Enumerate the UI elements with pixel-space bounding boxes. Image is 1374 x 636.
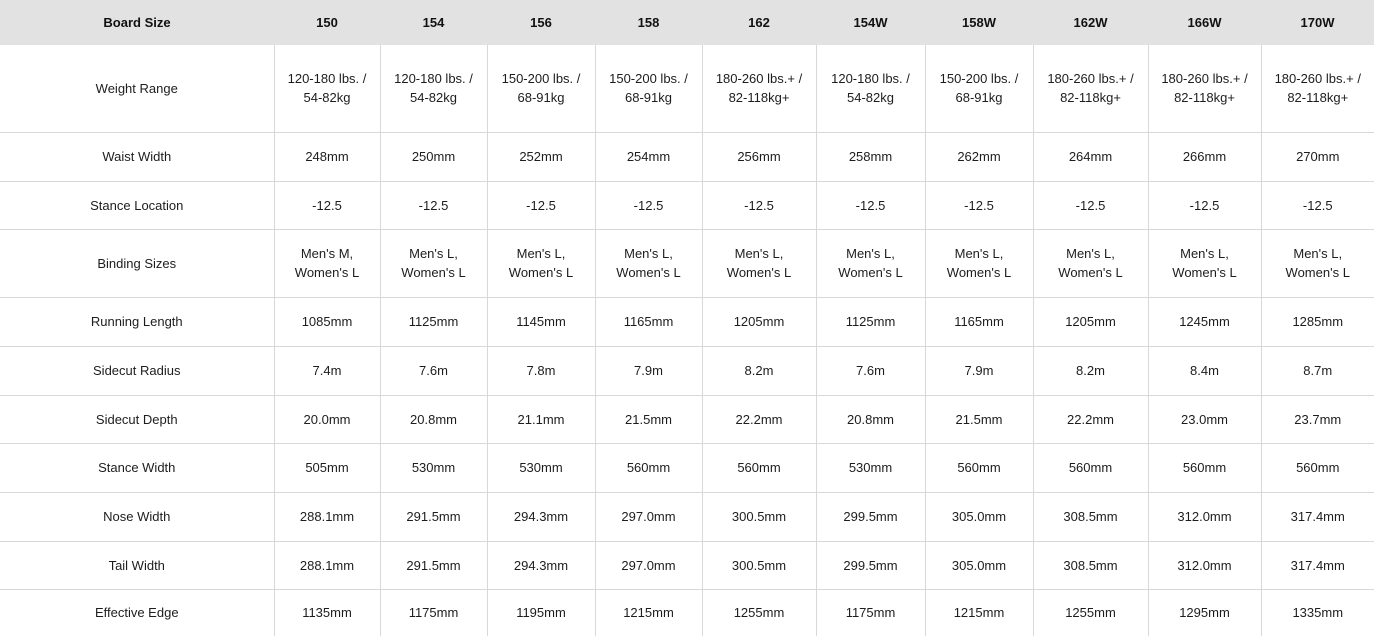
spec-cell: 258mm	[816, 132, 925, 181]
spec-cell: 317.4mm	[1261, 492, 1374, 541]
table-body	[0, 45, 1374, 636]
spec-cell: -12.5	[702, 181, 816, 229]
spec-cell: 270mm	[1261, 132, 1374, 181]
spec-cell: 308.5mm	[1033, 541, 1148, 589]
spec-cell: Men's L, Women's L	[925, 229, 1033, 297]
spec-cell: Men's L, Women's L	[487, 229, 595, 297]
size-column-header: 166W	[1187, 15, 1222, 30]
spec-cell: 1245mm	[1148, 297, 1261, 346]
spec-cell: 1215mm	[925, 589, 1033, 636]
spec-cell: 23.7mm	[1261, 395, 1374, 443]
spec-cell: 1215mm	[595, 589, 702, 636]
spec-cell: 254mm	[595, 132, 702, 181]
size-column-header: 154	[422, 15, 445, 30]
spec-cell: Men's L, Women's L	[1033, 229, 1148, 297]
spec-cell: 505mm	[274, 443, 380, 492]
spec-cell: 560mm	[1148, 443, 1261, 492]
spec-cell: 8.4m	[1148, 346, 1261, 395]
size-column-header: 150	[316, 15, 338, 30]
spec-cell: 300.5mm	[702, 541, 816, 589]
spec-cell: 180-260 lbs.+ / 82-118kg+	[702, 45, 816, 132]
spec-row-label: Weight Range	[0, 45, 274, 132]
size-column-header: 158	[637, 15, 660, 30]
spec-cell: 560mm	[1261, 443, 1374, 492]
spec-cell: 1175mm	[816, 589, 925, 636]
spec-row	[0, 181, 1374, 229]
spec-cell: 180-260 lbs.+ / 82-118kg+	[1033, 45, 1148, 132]
spec-cell: 23.0mm	[1148, 395, 1261, 443]
spec-cell: 120-180 lbs. / 54-82kg	[380, 45, 487, 132]
spec-cell: 20.8mm	[380, 395, 487, 443]
spec-cell: -12.5	[1033, 181, 1148, 229]
spec-cell: 1285mm	[1261, 297, 1374, 346]
spec-cell: 560mm	[595, 443, 702, 492]
spec-cell: 1165mm	[595, 297, 702, 346]
spec-row-label: Binding Sizes	[0, 229, 274, 297]
spec-row	[0, 132, 1374, 181]
spec-row	[0, 45, 1374, 132]
spec-row	[0, 229, 1374, 297]
spec-cell: 1255mm	[702, 589, 816, 636]
spec-row	[0, 443, 1374, 492]
spec-row-label: Stance Width	[0, 443, 274, 492]
spec-cell: 308.5mm	[1033, 492, 1148, 541]
spec-cell: 7.9m	[925, 346, 1033, 395]
spec-cell: 305.0mm	[925, 492, 1033, 541]
spec-row	[0, 589, 1374, 636]
spec-cell: 299.5mm	[816, 492, 925, 541]
spec-cell: 530mm	[816, 443, 925, 492]
spec-cell: 7.6m	[380, 346, 487, 395]
spec-cell: 288.1mm	[274, 492, 380, 541]
spec-cell: 248mm	[274, 132, 380, 181]
spec-row-label: Tail Width	[0, 541, 274, 589]
spec-cell: 288.1mm	[274, 541, 380, 589]
spec-cell: 312.0mm	[1148, 541, 1261, 589]
spec-cell: -12.5	[816, 181, 925, 229]
spec-cell: 8.2m	[702, 346, 816, 395]
spec-cell: -12.5	[274, 181, 380, 229]
spec-cell: Men's L, Women's L	[702, 229, 816, 297]
spec-cell: 1255mm	[1033, 589, 1148, 636]
spec-cell: 1135mm	[274, 589, 380, 636]
spec-row	[0, 297, 1374, 346]
spec-cell: 300.5mm	[702, 492, 816, 541]
spec-cell: 7.6m	[816, 346, 925, 395]
spec-cell: 299.5mm	[816, 541, 925, 589]
size-column-header: 162	[748, 15, 770, 30]
spec-row-label: Running Length	[0, 297, 274, 346]
spec-cell: 1205mm	[1033, 297, 1148, 346]
spec-cell: 21.1mm	[487, 395, 595, 443]
spec-cell: -12.5	[1148, 181, 1261, 229]
spec-cell: 252mm	[487, 132, 595, 181]
header-row	[0, 0, 1374, 45]
spec-cell: Men's L, Women's L	[380, 229, 487, 297]
spec-cell: Men's L, Women's L	[816, 229, 925, 297]
spec-cell: 560mm	[925, 443, 1033, 492]
spec-cell: 150-200 lbs. / 68-91kg	[925, 45, 1033, 132]
spec-cell: 1125mm	[816, 297, 925, 346]
table-header	[0, 0, 1374, 45]
spec-cell: 560mm	[1033, 443, 1148, 492]
spec-cell: Men's L, Women's L	[1261, 229, 1374, 297]
spec-row-label: Effective Edge	[94, 605, 179, 621]
spec-cell: 7.9m	[595, 346, 702, 395]
spec-cell: 560mm	[702, 443, 816, 492]
spec-row	[0, 492, 1374, 541]
spec-cell: 120-180 lbs. / 54-82kg	[816, 45, 925, 132]
spec-row-label: Nose Width	[0, 492, 274, 541]
spec-cell: Men's L, Women's L	[595, 229, 702, 297]
spec-cell: 7.4m	[274, 346, 380, 395]
spec-cell: 150-200 lbs. / 68-91kg	[487, 45, 595, 132]
spec-cell: 20.8mm	[816, 395, 925, 443]
spec-cell: 294.3mm	[487, 541, 595, 589]
size-column-header: 156	[530, 15, 552, 30]
spec-cell: 530mm	[487, 443, 595, 492]
spec-row	[0, 541, 1374, 589]
spec-cell: 1145mm	[487, 297, 595, 346]
spec-cell: 1085mm	[274, 297, 380, 346]
spec-cell: 297.0mm	[595, 541, 702, 589]
size-column-header: 154W	[853, 15, 888, 30]
spec-cell: 305.0mm	[925, 541, 1033, 589]
spec-cell: 7.8m	[487, 346, 595, 395]
spec-cell: 22.2mm	[1033, 395, 1148, 443]
spec-row-label: Sidecut Depth	[0, 395, 274, 443]
spec-cell: 264mm	[1033, 132, 1148, 181]
spec-cell: 1165mm	[925, 297, 1033, 346]
corner-header: Board Size	[103, 15, 171, 30]
spec-cell: -12.5	[487, 181, 595, 229]
spec-cell: 21.5mm	[595, 395, 702, 443]
size-column-header: 162W	[1073, 15, 1108, 30]
spec-cell: -12.5	[1261, 181, 1374, 229]
spec-cell: 8.7m	[1261, 346, 1374, 395]
spec-cell: 180-260 lbs.+ / 82-118kg+	[1261, 45, 1374, 132]
spec-cell: 21.5mm	[925, 395, 1033, 443]
spec-cell: 312.0mm	[1148, 492, 1261, 541]
spec-cell: -12.5	[925, 181, 1033, 229]
spec-cell: 150-200 lbs. / 68-91kg	[595, 45, 702, 132]
spec-row	[0, 395, 1374, 443]
spec-cell: 20.0mm	[274, 395, 380, 443]
spec-cell: 256mm	[702, 132, 816, 181]
spec-cell: 1125mm	[380, 297, 487, 346]
spec-cell: -12.5	[595, 181, 702, 229]
spec-cell: 1205mm	[702, 297, 816, 346]
spec-cell: 22.2mm	[702, 395, 816, 443]
size-column-header: 158W	[962, 15, 996, 30]
spec-cell: 8.2m	[1033, 346, 1148, 395]
spec-cell: 262mm	[925, 132, 1033, 181]
spec-cell: 317.4mm	[1261, 541, 1374, 589]
spec-cell: 120-180 lbs. / 54-82kg	[274, 45, 380, 132]
spec-cell: 1295mm	[1148, 589, 1261, 636]
spec-cell: 291.5mm	[380, 492, 487, 541]
spec-row-label: Waist Width	[0, 132, 274, 181]
spec-cell: 250mm	[380, 132, 487, 181]
spec-cell: 294.3mm	[487, 492, 595, 541]
size-column-header: 170W	[1300, 15, 1335, 30]
spec-cell: 1175mm	[380, 589, 487, 636]
spec-cell: 180-260 lbs.+ / 82-118kg+	[1148, 45, 1261, 132]
spec-cell: Men's M, Women's L	[274, 229, 380, 297]
spec-row-label: Stance Location	[0, 181, 274, 229]
spec-row-label: Sidecut Radius	[0, 346, 274, 395]
spec-cell: 1335mm	[1261, 589, 1374, 636]
spec-cell: 266mm	[1148, 132, 1261, 181]
spec-cell: 530mm	[380, 443, 487, 492]
spec-cell: 1195mm	[487, 589, 595, 636]
spec-cell: 291.5mm	[380, 541, 487, 589]
spec-cell: -12.5	[380, 181, 487, 229]
spec-cell: 297.0mm	[595, 492, 702, 541]
spec-cell: Men's L, Women's L	[1148, 229, 1261, 297]
spec-row	[0, 346, 1374, 395]
